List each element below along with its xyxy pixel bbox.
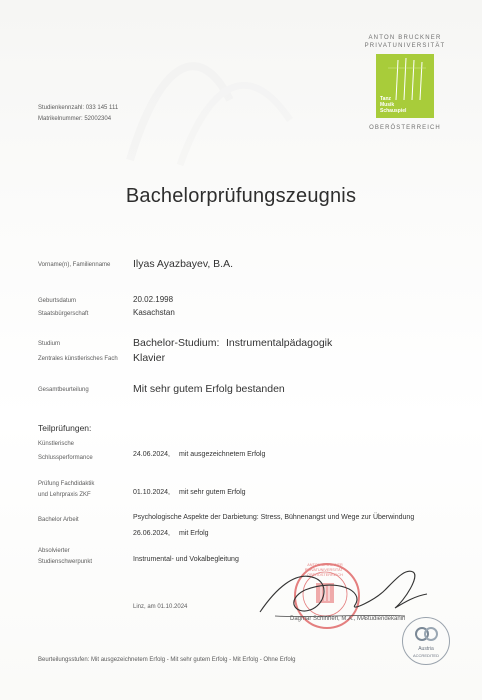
- didactic-result: mit sehr gutem Erfolg: [179, 489, 246, 496]
- logo-words: [380, 96, 406, 114]
- watermark-graphic: [120, 40, 300, 170]
- university-name-line1: ANTON BRUCKNER: [368, 35, 442, 41]
- aq-logo-icon: [403, 624, 449, 644]
- performance-label-line2: Schlussperformance: [38, 455, 93, 461]
- logo-word-dance: Tanz: [380, 96, 392, 102]
- didactic-label-line2: und Lehrpraxis ZKF: [38, 492, 91, 498]
- subject-value: Klavier: [133, 352, 166, 364]
- study-type: Bachelor-Studium:: [133, 337, 220, 349]
- study-value: Instrumentalpädagogik: [226, 337, 333, 349]
- university-region: OBERÖSTERREICH: [369, 125, 441, 131]
- university-name-line2: PRIVATUNIVERSITÄT: [364, 43, 446, 49]
- exams-heading: Teilprüfungen:: [38, 423, 92, 433]
- student-id: Studienkennzahl: 033 145 111: [38, 105, 119, 111]
- badge-accredited: ACCREDITED: [412, 653, 439, 658]
- stamp-text: ANTON BRUCKNER PRIVATUNIVERSITÄT · OBERÖSTERREICH: [304, 563, 346, 577]
- name-value: Ilyas Ayazbayev, B.A.: [133, 258, 233, 270]
- signer-role: Studiendekanin: [364, 616, 406, 622]
- name-label: Vorname(n), Familienname: [38, 262, 111, 268]
- dob-label: Geburtsdatum: [38, 298, 77, 304]
- grading-scale-footer: Beurteilungsstufen: Mit ausgezeichnetem Erfolg - Mit sehr gutem Erfolg - Mit Erfolg - Ohne Erfolg: [38, 657, 296, 663]
- university-logo: [376, 54, 434, 118]
- citizenship-label: Staatsbürgerschaft: [38, 311, 89, 317]
- badge-country: Austria: [418, 646, 434, 652]
- place-date: Linz, am 01.10.2024: [133, 604, 188, 610]
- subject-label: Zentrales künstlerisches Fach: [38, 356, 118, 362]
- focus-value: Instrumental- und Vokalbegleitung: [133, 556, 239, 563]
- logo-word-drama: Schauspiel: [380, 108, 407, 114]
- dob-value: 20.02.1998: [133, 295, 174, 304]
- thesis-label: Bachelor Arbeit: [38, 517, 79, 523]
- accreditation-badge: [402, 617, 450, 665]
- matriculation-number: Matrikelnummer: 52002304: [38, 116, 112, 122]
- thesis-title: Psychologische Aspekte der Darbietung: Stress, Bühnenangst und Wege zur Überwindung: [133, 514, 415, 521]
- focus-label-line2: Studienschwerpunkt: [38, 559, 93, 565]
- performance-date: 24.06.2024,: [133, 451, 170, 458]
- focus-label-line1: Absolvierter: [38, 548, 70, 554]
- overall-label: Gesamtbeurteilung: [38, 387, 89, 393]
- university-name: [360, 34, 450, 50]
- didactic-date: 01.10.2024,: [133, 489, 170, 496]
- performance-result: mit ausgezeichnetem Erfolg: [179, 451, 266, 458]
- didactic-label-line1: Prüfung Fachdidaktik: [38, 481, 95, 487]
- citizenship-value: Kasachstan: [133, 308, 175, 317]
- thesis-date: 26.06.2024,: [133, 530, 170, 537]
- performance-label-line1: Künstlerische: [38, 441, 75, 447]
- signer-name: Dagmar Schinnerl, M.A., MA: [290, 616, 367, 622]
- thesis-result: mit Erfolg: [179, 530, 209, 537]
- study-label: Studium: [38, 341, 61, 347]
- overall-value: Mit sehr gutem Erfolg bestanden: [133, 383, 285, 395]
- logo-word-music: Musik: [380, 102, 395, 108]
- page-title: Bachelorprüfungszeugnis: [125, 185, 357, 207]
